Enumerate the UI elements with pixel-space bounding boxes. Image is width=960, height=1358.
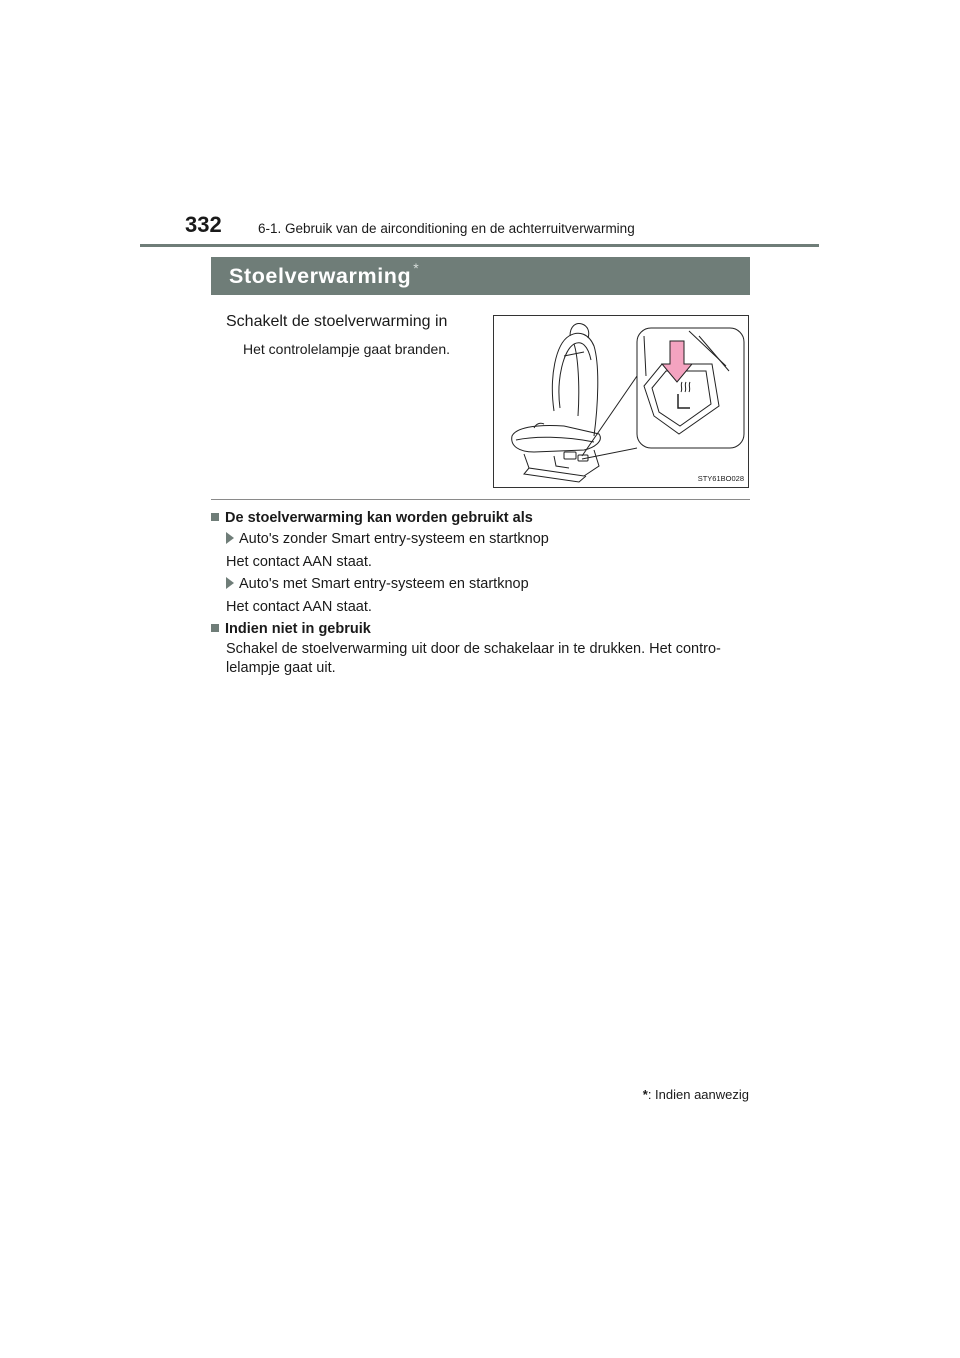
section-banner — [211, 257, 750, 295]
chapter-title: 6-1. Gebruik van de airconditioning en de achterruitverwarming — [258, 221, 635, 236]
triangle-bullet-icon — [226, 532, 234, 544]
seat-illustration — [494, 316, 748, 487]
condition-item-text: Het contact AAN staat. — [226, 599, 372, 615]
triangle-bullet-icon — [226, 577, 234, 589]
not-in-use-line1: Schakel de stoelverwarming uit door de schakelaar in te drukken. Het contro- — [226, 641, 721, 657]
seat-heater-figure — [493, 315, 749, 488]
square-bullet-icon — [211, 513, 219, 521]
header-rule — [140, 244, 819, 247]
intro-subtext: Het controlelampje gaat branden. — [243, 341, 451, 357]
not-in-use-heading: Indien niet in gebruik — [211, 620, 371, 639]
asterisk-icon: * — [642, 1087, 648, 1102]
page-number: 332 — [185, 212, 222, 237]
condition-item-label: Auto's zonder Smart entry-systeem en startknop — [226, 530, 549, 549]
footnote: *: Indien aanwezig — [642, 1087, 749, 1102]
square-bullet-icon — [211, 624, 219, 632]
asterisk-icon: * — [413, 260, 419, 276]
condition-item-label: Auto's met Smart entry-systeem en startknop — [226, 575, 529, 594]
content-rule — [211, 499, 750, 500]
not-in-use-line2: lelampje gaat uit. — [226, 660, 336, 676]
condition-item-text: Het contact AAN staat. — [226, 554, 372, 570]
figure-code: STY61BO028 — [697, 474, 744, 483]
press-arrow-icon — [662, 341, 692, 382]
intro-text: Schakelt de stoelverwarming in — [226, 313, 448, 330]
conditions-heading: De stoelverwarming kan worden gebruikt als — [211, 509, 533, 528]
section-title: Stoelverwarming — [229, 263, 412, 288]
